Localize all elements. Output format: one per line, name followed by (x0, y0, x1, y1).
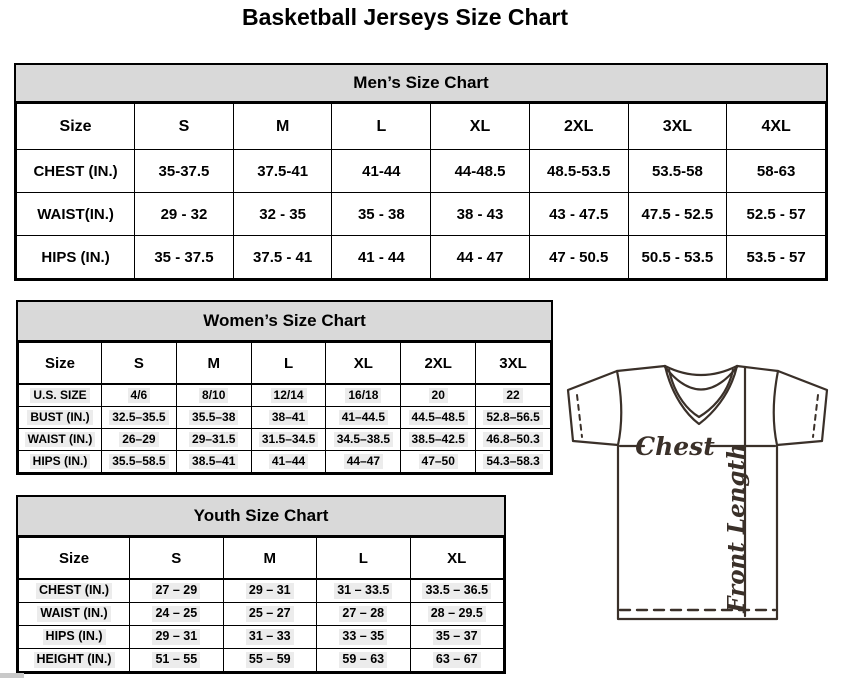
size-value-cell (223, 603, 316, 626)
size-value-cell (251, 429, 326, 451)
size-header-row (19, 538, 504, 580)
measurement-row-label: CHEST (IN.) (17, 150, 135, 193)
cell-text: 32.5–35.5 (109, 410, 168, 425)
measurement-row (19, 451, 551, 473)
measurement-row-label (19, 451, 102, 473)
cell-text: 27 – 29 (152, 583, 200, 599)
cell-text: 54.3–58.3 (483, 454, 542, 469)
cell-text: 51 – 55 (152, 652, 200, 668)
size-header-row (19, 343, 551, 385)
cell-text: 35.5–58.5 (109, 454, 168, 469)
measurement-row (17, 150, 826, 193)
measurement-row (19, 429, 551, 451)
size-value-cell: 41-44 (332, 150, 431, 193)
mens-size-table (16, 103, 826, 279)
size-value-cell (176, 384, 251, 407)
measurement-row-label (19, 626, 130, 649)
size-value-cell (410, 603, 503, 626)
measurement-row (17, 236, 826, 279)
size-column-header: Size (19, 538, 130, 580)
cell-text: 59 – 63 (339, 652, 387, 668)
measurement-row (17, 193, 826, 236)
jersey-measurement-diagram (560, 360, 841, 630)
youth-size-table (18, 537, 504, 672)
cell-text: 38.5–42.5 (409, 432, 468, 447)
size-value-cell: 58-63 (727, 150, 826, 193)
size-header-cell: M (176, 343, 251, 385)
horizontal-scrollbar-thumb[interactable] (0, 673, 24, 678)
size-header-cell: L (317, 538, 410, 580)
measurement-row-label (19, 384, 102, 407)
womens-size-chart (16, 300, 553, 475)
cell-text: 47–50 (419, 454, 458, 469)
measurement-row (19, 407, 551, 429)
cell-text: 41–44.5 (339, 410, 388, 425)
size-value-cell (176, 407, 251, 429)
size-value-cell (317, 649, 410, 672)
cell-text: 31 – 33 (246, 629, 294, 645)
cell-text: 35 – 37 (433, 629, 481, 645)
cell-text: 12/14 (271, 388, 307, 403)
measurement-row-label (19, 429, 102, 451)
measurement-row (19, 579, 504, 603)
size-value-cell (401, 384, 476, 407)
cell-text: 46.8–50.3 (483, 432, 542, 447)
measurement-row (19, 649, 504, 672)
left-cuff-dashed-line (577, 395, 582, 437)
size-value-cell: 53.5-58 (628, 150, 727, 193)
cell-text: 25 – 27 (246, 606, 294, 622)
size-value-cell (251, 384, 326, 407)
measurement-row (19, 603, 504, 626)
womens-size-table (18, 342, 551, 473)
size-header-cell: M (233, 104, 332, 150)
size-value-cell (101, 384, 176, 407)
size-value-cell (326, 384, 401, 407)
size-value-cell (223, 579, 316, 603)
size-value-cell: 43 - 47.5 (529, 193, 628, 236)
cell-text: 28 – 29.5 (428, 606, 486, 622)
cell-text: 35.5–38 (189, 410, 238, 425)
size-header-cell: 2XL (529, 104, 628, 150)
cell-text: 41–44 (269, 454, 308, 469)
cell-text: HEIGHT (IN.) (34, 652, 115, 668)
jersey-outline (568, 366, 827, 619)
cell-text: 8/10 (199, 388, 228, 403)
size-value-cell: 41 - 44 (332, 236, 431, 279)
collar-back-line (665, 366, 737, 375)
size-value-cell: 37.5-41 (233, 150, 332, 193)
size-header-cell: S (135, 104, 234, 150)
cell-text: WAIST (IN.) (25, 432, 96, 447)
size-value-cell (476, 407, 551, 429)
cell-text: 24 – 25 (152, 606, 200, 622)
mens-size-chart (14, 63, 828, 281)
size-value-cell (317, 579, 410, 603)
cell-text: HIPS (IN.) (43, 629, 106, 645)
cell-text: 44.5–48.5 (409, 410, 468, 425)
cell-text: 52.8–56.5 (483, 410, 542, 425)
cell-text: BUST (IN.) (27, 410, 92, 425)
cell-text: 16/18 (345, 388, 381, 403)
size-value-cell: 44-48.5 (431, 150, 530, 193)
size-value-cell: 37.5 - 41 (233, 236, 332, 279)
size-header-cell: S (130, 538, 223, 580)
measurement-row-label (19, 603, 130, 626)
size-value-cell (410, 579, 503, 603)
chest-label: Chest (635, 432, 715, 461)
size-value-cell (317, 603, 410, 626)
cell-text: HIPS (IN.) (30, 454, 91, 469)
cell-text: 38.5–41 (189, 454, 238, 469)
cell-text: 33 – 35 (339, 629, 387, 645)
size-value-cell (476, 384, 551, 407)
left-armhole-seam (617, 371, 621, 445)
size-header-cell: 3XL (476, 343, 551, 385)
size-value-cell (130, 649, 223, 672)
cell-text: 44–47 (344, 454, 383, 469)
measurement-row-label (19, 579, 130, 603)
cell-text: WAIST (IN.) (37, 606, 110, 622)
cell-text: 34.5–38.5 (334, 432, 393, 447)
size-value-cell (176, 451, 251, 473)
size-header-cell: S (101, 343, 176, 385)
measurement-row (19, 626, 504, 649)
cell-text: 33.5 – 36.5 (422, 583, 491, 599)
cell-text: 26–29 (119, 432, 158, 447)
womens-chart-title: Women’s Size Chart (18, 302, 551, 342)
size-value-cell (410, 626, 503, 649)
size-value-cell: 48.5-53.5 (529, 150, 628, 193)
cell-text: 29 – 31 (152, 629, 200, 645)
size-value-cell (326, 451, 401, 473)
cell-text: 20 (429, 388, 448, 403)
cell-text: 31.5–34.5 (259, 432, 318, 447)
size-value-cell (251, 451, 326, 473)
size-value-cell (401, 451, 476, 473)
size-value-cell: 52.5 - 57 (727, 193, 826, 236)
size-column-header: Size (19, 343, 102, 385)
size-value-cell (401, 407, 476, 429)
collar-inner-v (669, 370, 733, 417)
size-header-cell: L (251, 343, 326, 385)
size-value-cell: 29 - 32 (135, 193, 234, 236)
size-value-cell (101, 407, 176, 429)
right-cuff-dashed-line (813, 395, 818, 437)
size-value-cell (326, 429, 401, 451)
size-value-cell (251, 407, 326, 429)
right-armhole-seam (774, 371, 778, 445)
size-value-cell (317, 626, 410, 649)
cell-text: 38–41 (269, 410, 308, 425)
size-value-cell: 38 - 43 (431, 193, 530, 236)
youth-size-chart (16, 495, 506, 674)
measurement-row (19, 384, 551, 407)
size-value-cell (130, 626, 223, 649)
size-value-cell (326, 407, 401, 429)
cell-text: 4/6 (128, 388, 151, 403)
size-header-cell: XL (326, 343, 401, 385)
size-value-cell: 44 - 47 (431, 236, 530, 279)
size-value-cell: 50.5 - 53.5 (628, 236, 727, 279)
size-header-cell: L (332, 104, 431, 150)
youth-chart-title: Youth Size Chart (18, 497, 504, 537)
cell-text: 22 (503, 388, 522, 403)
size-value-cell: 53.5 - 57 (727, 236, 826, 279)
size-value-cell (223, 626, 316, 649)
size-value-cell: 35-37.5 (135, 150, 234, 193)
size-value-cell (476, 451, 551, 473)
cell-text: 29 – 31 (246, 583, 294, 599)
cell-text: U.S. SIZE (30, 388, 89, 403)
size-value-cell (130, 579, 223, 603)
size-value-cell: 35 - 37.5 (135, 236, 234, 279)
size-value-cell (130, 603, 223, 626)
cell-text: CHEST (IN.) (36, 583, 112, 599)
cell-text: 27 – 28 (339, 606, 387, 622)
size-value-cell: 35 - 38 (332, 193, 431, 236)
cell-text: 29–31.5 (189, 432, 238, 447)
size-value-cell: 32 - 35 (233, 193, 332, 236)
measurement-row-label: HIPS (IN.) (17, 236, 135, 279)
measurement-row-label (19, 649, 130, 672)
size-column-header: Size (17, 104, 135, 150)
size-value-cell (101, 429, 176, 451)
mens-chart-title: Men’s Size Chart (16, 65, 826, 103)
size-value-cell (176, 429, 251, 451)
size-value-cell: 47 - 50.5 (529, 236, 628, 279)
size-value-cell (223, 649, 316, 672)
measurement-row-label (19, 407, 102, 429)
size-value-cell (401, 429, 476, 451)
size-header-row (17, 104, 826, 150)
cell-text: 31 – 33.5 (334, 583, 392, 599)
size-value-cell (101, 451, 176, 473)
size-value-cell: 47.5 - 52.5 (628, 193, 727, 236)
size-header-cell: 3XL (628, 104, 727, 150)
cell-text: 55 – 59 (246, 652, 294, 668)
size-header-cell: M (223, 538, 316, 580)
cell-text: 63 – 67 (433, 652, 481, 668)
measurement-row-label: WAIST(IN.) (17, 193, 135, 236)
size-header-cell: 4XL (727, 104, 826, 150)
size-value-cell (476, 429, 551, 451)
page-title: Basketball Jerseys Size Chart (241, 4, 568, 30)
size-header-cell: 2XL (401, 343, 476, 385)
size-header-cell: XL (410, 538, 503, 580)
front-length-label: Front Length (723, 443, 750, 613)
size-value-cell (410, 649, 503, 672)
size-header-cell: XL (431, 104, 530, 150)
